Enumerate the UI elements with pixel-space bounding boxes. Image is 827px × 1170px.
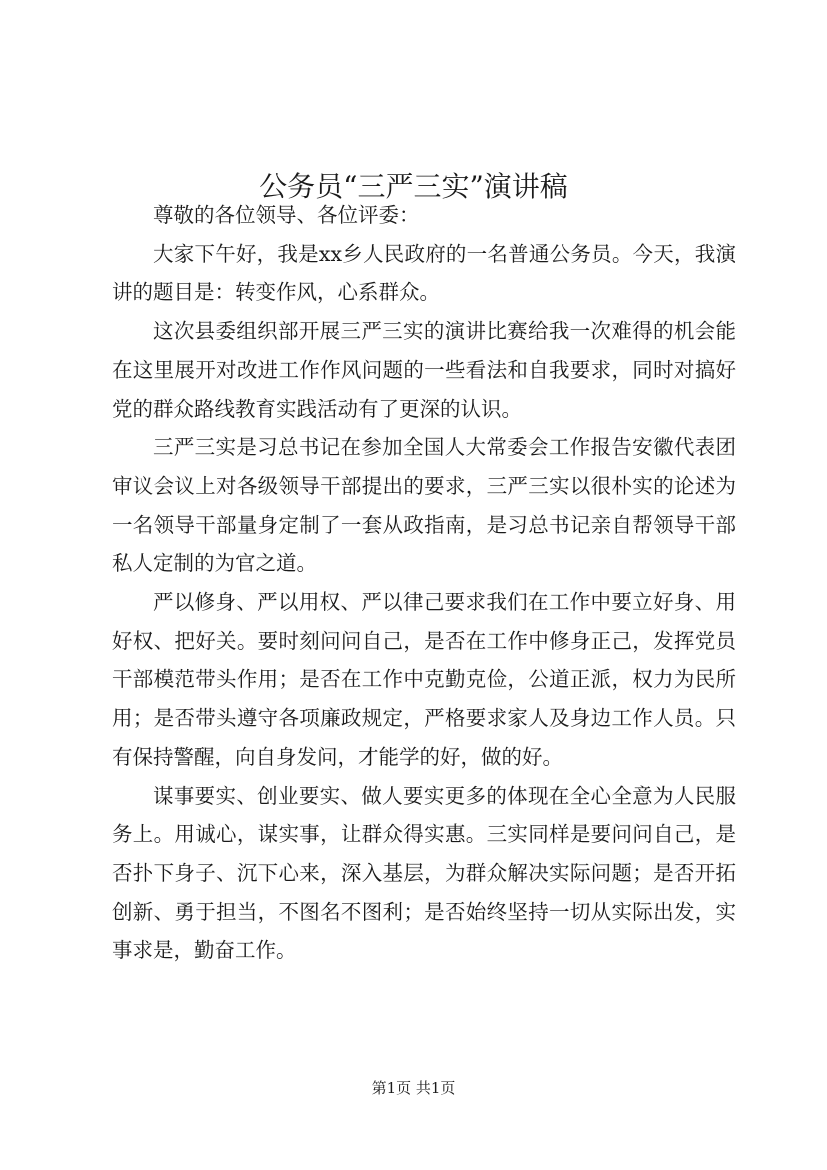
document-title: 公务员“三严三实”演讲稿 — [259, 169, 568, 203]
page-number-footer: 第1页 共1页 — [371, 1079, 456, 1097]
paragraph-three-solids: 谋事要实、创业要实、做人要实更多的体现在全心全意为人民服务上。用诚心，谋实事，让群众得实惠。三实同样是要问问自己，是否扑下身子、沉下心来，深入基层，为群众解决实际问题；是否开拓创新、勇于担当，不图名不图利；是否始终坚持一切从实际出发，实事求是，勤奋工作。 — [112, 783, 736, 963]
paragraph-three-stricts-three-solids: 三严三实是习总书记在参加全国人大常委会工作报告安徽代表团审议会议上对各级领导干部提出的要求，三严三实以很朴实的论述为一名领导干部量身定制了一套从政指南，是习总书记亲自帮领导干部私人定制的为官之道。 — [112, 435, 736, 576]
paragraph-three-stricts: 严以修身、严以用权、严以律己要求我们在工作中要立好身、用好权、把好关。要时刻问问自己，是否在工作中修身正己，发挥党员干部模范带头作用；是否在工作中克勤克俭，公道正派，权力为民所用；是否带头遵守各项廉政规定，严格要求家人及身边工作人员。只有保持警醒，向自身发问，才能学的好，做的好。 — [112, 590, 736, 769]
paragraph-occasion: 这次县委组织部开展三严三实的演讲比赛给我一次难得的机会能在这里展开对改进工作作风问题的一些看法和自我要求，同时对搞好党的群众路线教育实践活动有了更深的认识。 — [112, 319, 736, 421]
paragraph-greeting: 尊敬的各位领导、各位评委： — [153, 203, 420, 227]
document-body — [112, 196, 736, 970]
paragraph-introduction: 大家下午好，我是xx乡人民政府的一名普通公务员。今天，我演讲的题目是：转变作风，心系群众。 — [112, 241, 736, 305]
